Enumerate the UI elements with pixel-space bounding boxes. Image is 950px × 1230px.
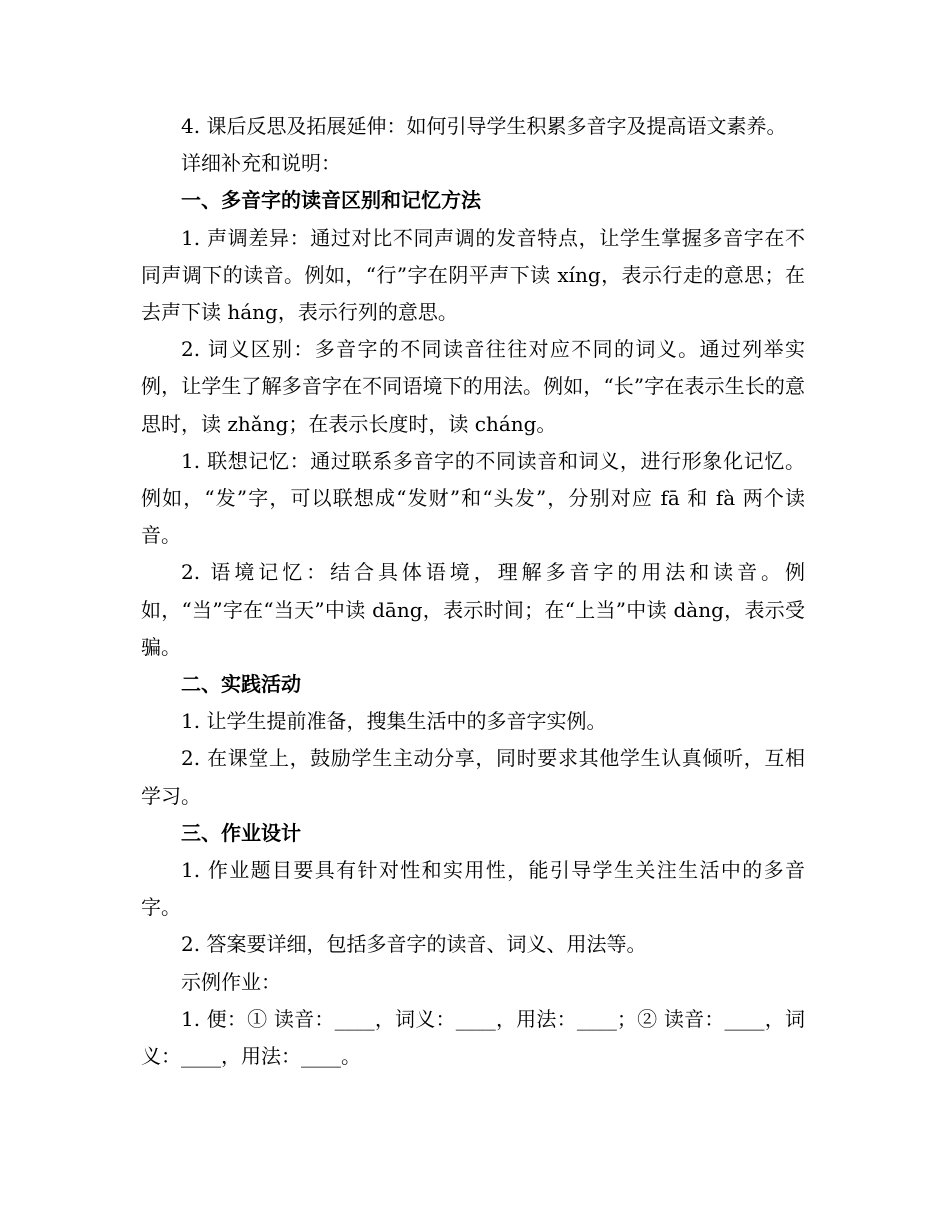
section-heading-pronunciation-memory: 一、多音字的读音区别和记忆方法 bbox=[181, 188, 481, 213]
paragraph-homework-target: 1. 作业题目要具有针对性和实用性，能引导学生关注生活中的多音字。 bbox=[141, 858, 805, 920]
paragraph-details-intro: 详细补充和说明： bbox=[181, 151, 341, 176]
document-body bbox=[141, 108, 805, 1075]
paragraph-tone-difference: 1. 声调差异：通过对比不同声调的发音特点，让学生掌握多音字在不同声调下的读音。例如，“行”字在阴平声下读 xíng，表示行走的意思；在去声下读 háng，表示行列的意思。 bbox=[141, 225, 805, 325]
paragraph-example-label: 示例作业： bbox=[181, 969, 281, 994]
paragraph-context-memory: 2. 语境记忆：结合具体语境，理解多音字的用法和读音。例如，“当”字在“当天”中读 dāng，表示时间；在“上当”中读 dàng，表示受骗。 bbox=[141, 560, 805, 659]
paragraph-reflection-extension: 4. 课后反思及拓展延伸：如何引导学生积累多音字及提高语文素养。 bbox=[181, 114, 787, 138]
paragraph-example-exercise: 1. 便：① 读音：____，词义：____，用法：____；② 读音：____，词义：____，用法：____。 bbox=[141, 1006, 805, 1069]
paragraph-practice-prepare: 1. 让学生提前准备，搜集生活中的多音字实例。 bbox=[181, 709, 607, 734]
paragraph-meaning-difference: 2. 词义区别：多音字的不同读音往往对应不同的词义。通过列举实例，让学生了解多音字在不同语境下的用法。例如，“长”字在表示生长的意思时，读 zhǎng；在表示长度时，读 cháng。 bbox=[141, 337, 805, 436]
paragraph-association-memory: 1. 联想记忆：通过联系多音字的不同读音和词义，进行形象化记忆。例如，“发”字，可以联想成“发财”和“头发”，分别对应 fā 和 fà 两个读音。 bbox=[141, 448, 805, 548]
section-heading-practice: 二、实践活动 bbox=[181, 672, 301, 697]
paragraph-homework-answer: 2. 答案要详细，包括多音字的读音、词义、用法等。 bbox=[181, 932, 647, 957]
section-heading-homework: 三、作业设计 bbox=[181, 820, 301, 845]
paragraph-practice-share: 2. 在课堂上，鼓励学生主动分享，同时要求其他学生认真倾听，互相学习。 bbox=[141, 746, 805, 808]
